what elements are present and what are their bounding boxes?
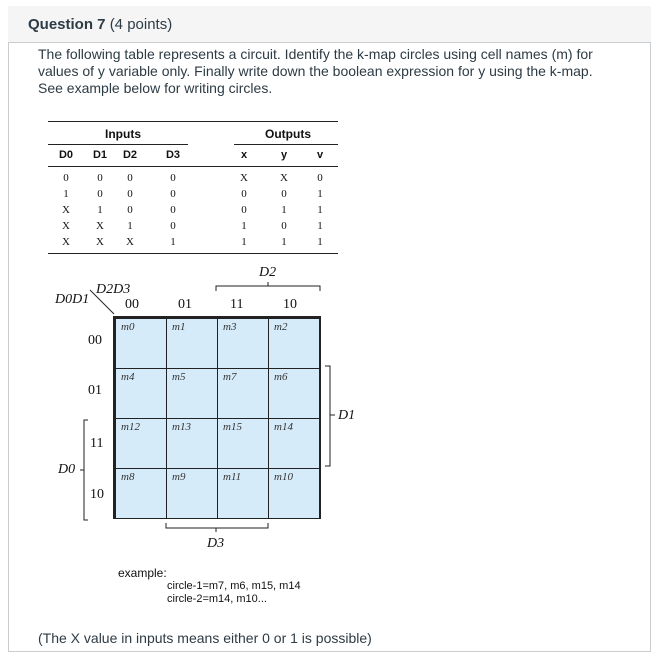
header-d3: D3 bbox=[165, 149, 181, 161]
example-circle-1: circle-1=m7, m6, m15, m14 bbox=[167, 580, 301, 592]
kmap-cell-label: m1 bbox=[172, 321, 186, 333]
kmap-cell bbox=[217, 368, 269, 419]
kmap-cell-label: m12 bbox=[121, 421, 140, 433]
truth-cell: 1 bbox=[241, 236, 247, 248]
truth-cell: 0 bbox=[63, 172, 69, 184]
truth-cell: 0 bbox=[127, 204, 133, 216]
truth-cell: 0 bbox=[170, 188, 176, 200]
kmap-cell bbox=[166, 418, 218, 469]
truth-cell: 0 bbox=[170, 204, 176, 216]
kmap-cell bbox=[166, 318, 218, 369]
header-x: x bbox=[240, 149, 248, 161]
truth-cell: 1 bbox=[317, 204, 323, 216]
header-d2: D2 bbox=[122, 149, 138, 161]
header-d1: D1 bbox=[92, 149, 108, 161]
kmap-cell-label: m14 bbox=[274, 421, 293, 433]
kmap-row-code-0: 00 bbox=[88, 333, 102, 348]
footnote: (The X value in inputs means either 0 or 1 is possible) bbox=[38, 630, 372, 646]
brace-top bbox=[216, 282, 320, 291]
kmap-cell-label: m15 bbox=[223, 421, 242, 433]
truth-cell: 1 bbox=[281, 204, 287, 216]
kmap-cell-label: m9 bbox=[172, 471, 186, 483]
kmap-cell bbox=[115, 468, 167, 519]
kmap-cell-label: m7 bbox=[223, 371, 237, 383]
kmap-cell bbox=[115, 318, 167, 369]
truth-cell: 1 bbox=[63, 188, 69, 200]
truth-cell: 1 bbox=[170, 236, 176, 248]
example-label: example: bbox=[118, 566, 167, 580]
truth-cell: X bbox=[240, 172, 248, 184]
truth-cell: 1 bbox=[97, 204, 103, 216]
truth-cell: 1 bbox=[317, 188, 323, 200]
question-prompt: The following table represents a circuit. Identify the k-map circles using cell names (m) for values of y variable only. Finally write down the boolean expression for y using the k-map. See example below for writing circles. bbox=[38, 46, 593, 96]
header-v: v bbox=[316, 149, 324, 161]
truth-cell: 1 bbox=[127, 220, 133, 232]
brace-bottom-label: D3 bbox=[207, 536, 225, 551]
brace-right-label: D1 bbox=[338, 408, 356, 423]
kmap-corner-top-label: D2D3 bbox=[96, 282, 131, 297]
truth-cell: 0 bbox=[127, 188, 133, 200]
brace-top-label: D2 bbox=[259, 265, 277, 280]
kmap-grid bbox=[113, 316, 321, 519]
kmap-cell bbox=[217, 418, 269, 469]
truth-cell: 0 bbox=[317, 172, 323, 184]
header-y: y bbox=[280, 149, 288, 161]
kmap-cell-label: m6 bbox=[274, 371, 288, 383]
brace-left bbox=[80, 420, 88, 520]
truth-cell: 0 bbox=[241, 188, 247, 200]
question-points: (4 points) bbox=[109, 16, 173, 33]
kmap-cell bbox=[217, 468, 269, 519]
truth-cell: X bbox=[62, 220, 70, 232]
truth-cell: X bbox=[62, 236, 70, 248]
kmap-cell-label: m10 bbox=[274, 471, 293, 483]
kmap-corner-left-label: D0D1 bbox=[55, 292, 90, 307]
kmap-cell-label: m8 bbox=[121, 471, 135, 483]
kmap-cell bbox=[268, 318, 320, 369]
kmap-cell bbox=[268, 468, 320, 519]
kmap-col-code-0: 00 bbox=[125, 297, 139, 312]
truth-cell: X bbox=[96, 220, 104, 232]
kmap-col-code-3: 10 bbox=[283, 297, 297, 312]
kmap-cell bbox=[166, 368, 218, 419]
kmap-cell-label: m13 bbox=[172, 421, 191, 433]
kmap-cell-label: m11 bbox=[223, 471, 242, 483]
kmap-cell-label: m5 bbox=[172, 371, 186, 383]
kmap-col-code-1: 01 bbox=[178, 297, 192, 312]
truth-cell: 0 bbox=[170, 172, 176, 184]
outputs-group-header: Outputs bbox=[265, 127, 311, 141]
kmap-row-code-2: 11 bbox=[90, 436, 104, 451]
truth-cell: 0 bbox=[127, 172, 133, 184]
truth-cell: 1 bbox=[317, 220, 323, 232]
kmap-cell bbox=[268, 368, 320, 419]
truth-cell: 1 bbox=[281, 236, 287, 248]
kmap-cell bbox=[268, 418, 320, 469]
truth-cell: 0 bbox=[170, 220, 176, 232]
inputs-group-header: Inputs bbox=[105, 127, 141, 141]
truth-cell: 1 bbox=[317, 236, 323, 248]
truth-cell: X bbox=[96, 236, 104, 248]
example-circle-2: circle-2=m14, m10... bbox=[167, 593, 267, 605]
kmap-row-code-3: 10 bbox=[90, 487, 104, 502]
brace-right bbox=[325, 366, 335, 466]
truth-cell: 0 bbox=[281, 220, 287, 232]
truth-cell: X bbox=[62, 204, 70, 216]
truth-cell: 0 bbox=[97, 188, 103, 200]
kmap-cell bbox=[115, 418, 167, 469]
truth-cell: 0 bbox=[281, 188, 287, 200]
truth-cell: 0 bbox=[97, 172, 103, 184]
kmap-cell bbox=[115, 368, 167, 419]
kmap-cell bbox=[166, 468, 218, 519]
truth-cell: X bbox=[280, 172, 288, 184]
kmap-cell-label: m4 bbox=[121, 371, 135, 383]
truth-cell: 0 bbox=[241, 204, 247, 216]
brace-left-label: D0 bbox=[58, 462, 76, 477]
kmap-cell bbox=[217, 318, 269, 369]
header-d0: D0 bbox=[58, 149, 74, 161]
kmap-cell-label: m0 bbox=[121, 321, 135, 333]
truth-cell: 1 bbox=[241, 220, 247, 232]
kmap-cell-label: m2 bbox=[274, 321, 288, 333]
kmap-row-code-1: 01 bbox=[88, 383, 102, 398]
kmap-col-code-2: 11 bbox=[230, 297, 244, 312]
question-number: Question 7 bbox=[28, 16, 106, 33]
truth-cell: X bbox=[126, 236, 134, 248]
kmap-cell-label: m3 bbox=[223, 321, 237, 333]
brace-bottom bbox=[166, 523, 268, 532]
